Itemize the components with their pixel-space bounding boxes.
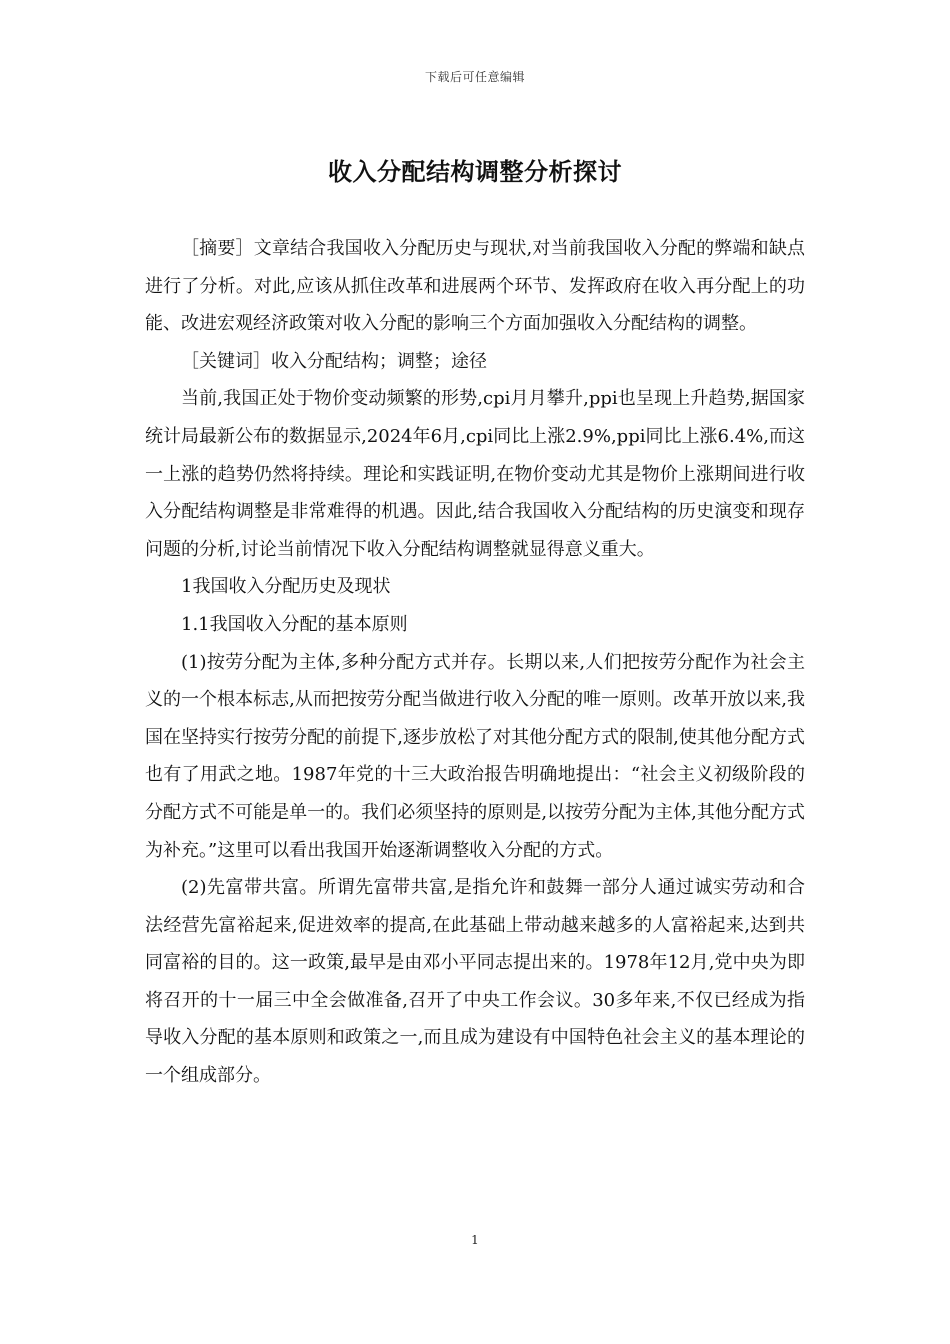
intro-paragraph: 当前,我国正处于物价变动频繁的形势,cpi月月攀升,ppi也呈现上升趋势,据国家统计局最新公布的数据显示,2024年6月,cpi同比上涨2.9%,ppi同比上涨6.4%,而这一上涨的趋势仍然将持续。理论和实践证明,在物价变动尤其是物价上涨期间进行收入分配结构调整是非常难得的机遇。因此,结合我国收入分配结构的历史演变和现存问题的分析,讨论当前情况下收入分配结构调整就显得意义重大。 (145, 388, 805, 560)
document-title: 收入分配结构调整分析探讨 (328, 157, 622, 186)
keywords-paragraph: ［关键词］收入分配结构；调整；途径 (181, 350, 487, 372)
section-heading-1: 1我国收入分配历史及现状 (181, 576, 391, 598)
subsection-heading-1-1: 1.1我国收入分配的基本原则 (181, 613, 408, 635)
principle-paragraph-1: (1)按劳分配为主体,多种分配方式并存。长期以来,人们把按劳分配作为社会主义的一个根本标志,从而把按劳分配当做进行收入分配的唯一原则。改革开放以来,我国在坚持实行按劳分配的前提下,逐步放松了对其他分配方式的限制,使其他分配方式也有了用武之地。1987年党的十三大政治报告明确地提出：“社会主义初级阶段的分配方式不可能是单一的。我们必须坚持的原则是,以按劳分配为主体,其他分配方式为补充。”这里可以看出我国开始逐渐调整收入分配的方式。 (145, 651, 805, 861)
header-note: 下载后可任意编辑 (424, 70, 525, 84)
principle-paragraph-2: (2)先富带共富。所谓先富带共富,是指允许和鼓舞一部分人通过诚实劳动和合法经营先富裕起来,促进效率的提高,在此基础上带动越来越多的人富裕起来,达到共同富裕的目的。这一政策,最早是由邓小平同志提出来的。1978年12月,党中央为即将召开的十一届三中全会做准备,召开了中央工作会议。30多年来,不仅已经成为指导收入分配的基本原则和政策之一,而且成为建设有中国特色社会主义的基本理论的一个组成部分。 (145, 877, 805, 1087)
document-body (145, 230, 805, 1095)
page-number: 1 (471, 1233, 479, 1247)
abstract-paragraph: ［摘要］文章结合我国收入分配历史与现状,对当前我国收入分配的弊端和缺点进行了分析。对此,应该从抓住改革和进展两个环节、发挥政府在收入再分配上的功能、改进宏观经济政策对收入分配的影响三个方面加强收入分配结构的调整。 (145, 238, 805, 335)
